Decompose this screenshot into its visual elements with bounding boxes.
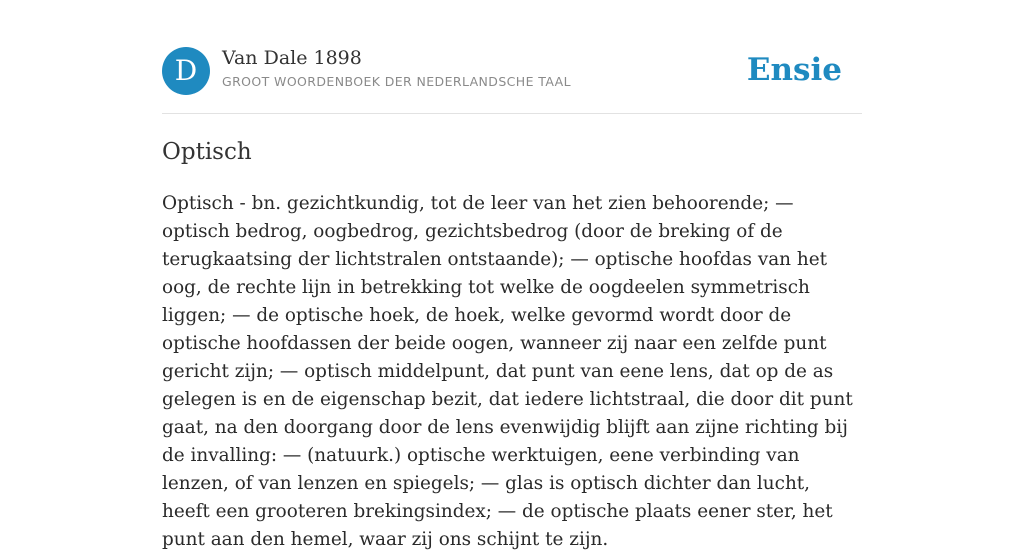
- header-divider: [162, 113, 862, 114]
- entry-title: Optisch: [162, 139, 252, 165]
- dictionary-logo[interactable]: D: [162, 47, 210, 95]
- entry-definition: Optisch - bn. gezichtkundig, tot de leer van het zien behoorende; — optisch bedrog, oogbedrog, gezichtsbedrog (door de breking of de terugkaatsing der lichtstralen ontstaande); — optische hoofdas van het oog, de rechte lijn in betrekking tot welke de oogdeelen symmetrisch liggen; — de optische hoek, de hoek, welke gevormd wordt door de optische hoofdassen der beide oogen, wanneer zij naar een zelfde punt gericht zijn; — optisch middelpunt, dat punt van eene lens, dat op de as gelegen is en de eigenschap bezit, dat iedere lichtstraal, die door dit punt gaat, na den doorgang door de lens evenwijdig blijft aan zijne richting bij de invalling: — (natuurk.) optische werktuigen, eene verbinding van lenzen, of van lenzen en spiegels; — glas is optisch dichter dan lucht, heeft een grooteren brekingsindex; — de optische plaats eener ster, het punt aan den hemel, waar zij ons schijnt te zijn.: [162, 193, 853, 550]
- dictionary-subtitle: GROOT WOORDENBOEK DER NEDERLANDSCHE TAAL: [222, 74, 571, 89]
- ensie-logo[interactable]: Ensie: [746, 52, 842, 88]
- dictionary-title[interactable]: Van Dale 1898: [222, 47, 362, 69]
- dictionary-header: [162, 46, 862, 96]
